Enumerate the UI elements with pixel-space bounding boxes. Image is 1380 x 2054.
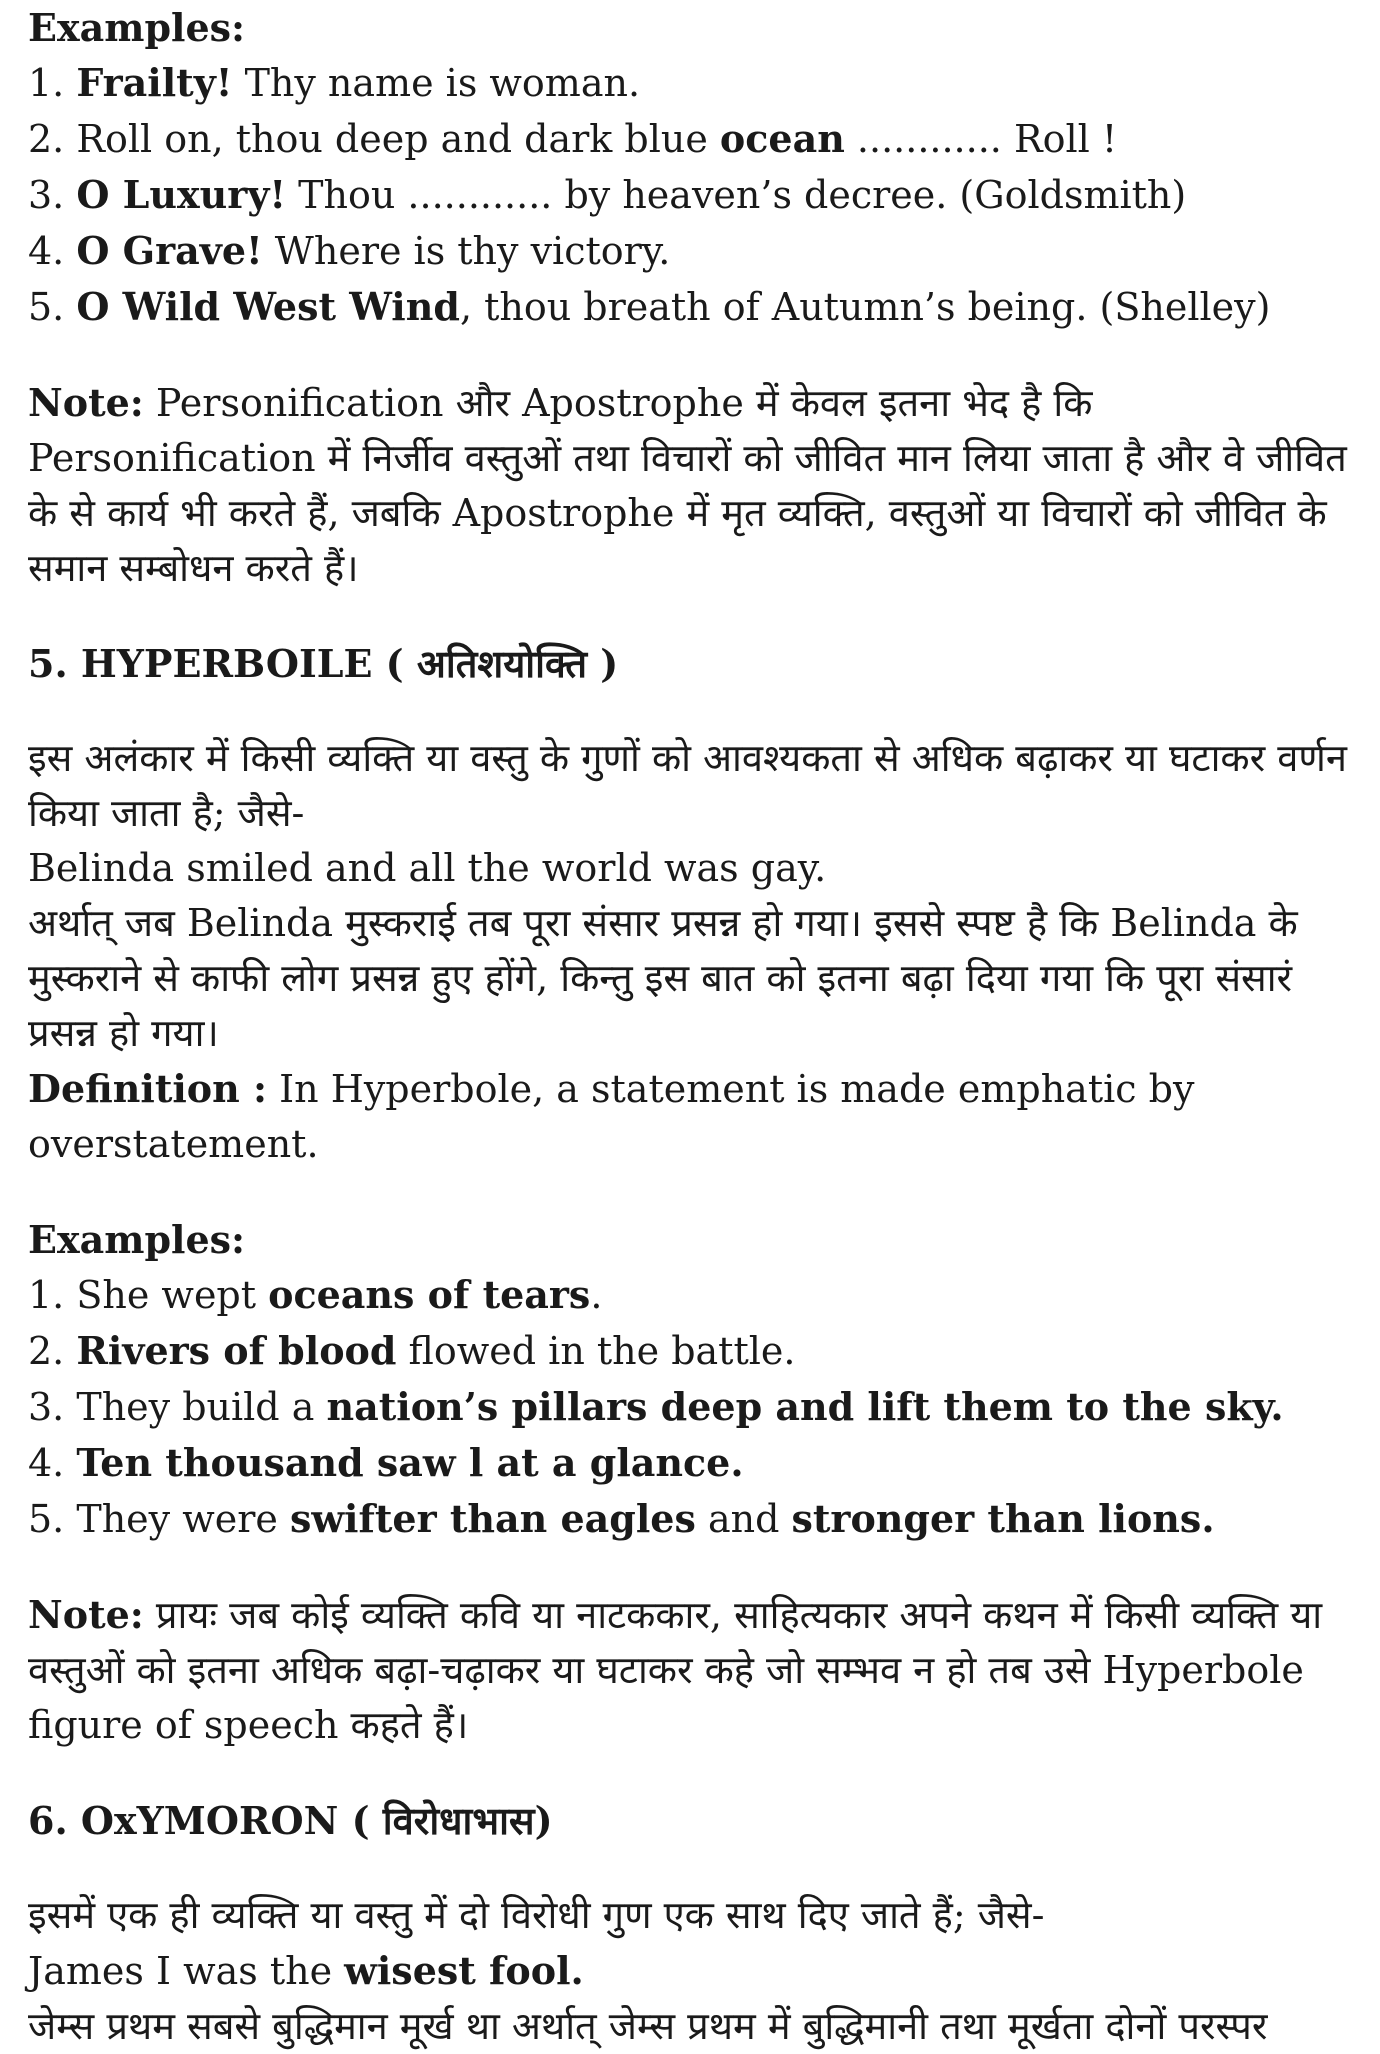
example-line [28,1267,1363,1323]
example-number: 2. [28,117,65,161]
note-text: प्रायः जब कोई व्यक्ति कवि या नाटककार, साहित्यकार अपने कथन में किसी व्यक्ति या [143,1593,1323,1637]
example-sentence: Belinda smiled and all the world was gay. [28,846,827,890]
explanation-text: जेम्स प्रथम सबसे बुद्धिमान मूर्ख था अर्थात् जेम्स प्रथम में बुद्धिमानी तथा मूर्खता दोनों परस्पर [28,2004,1268,2048]
example-text: . [590,1273,603,1317]
spacer [28,1753,1363,1793]
example-number: 3. [28,173,77,217]
example-number: 4. [28,229,77,273]
note-label: Note: [28,1592,144,1637]
example-line [28,1323,1363,1379]
spacer [28,691,1363,731]
note-paragraph [28,375,1363,431]
definition-paragraph [28,1061,1363,1117]
example-line [28,167,1363,223]
intro-text: इस अलंकार में किसी व्यक्ति या वस्तु के गुणों को आवश्यकता से अधिक बढ़ाकर या घटाकर वर्णन [28,736,1347,780]
document-page [28,0,1363,2054]
explanation-text: मुस्कराने से काफी लोग प्रसन्न हुए होंगे, किन्तु इस बात को इतना बढ़ा दिया गया कि पूरा संसारं [28,956,1293,1000]
example-bold: Ten thousand saw l at a glance. [76,1440,744,1485]
example-line [28,1491,1363,1547]
example-number: 5. [28,285,77,329]
spacer [28,596,1363,636]
note-text: Personification में निर्जीव वस्तुओं तथा विचारों को जीवित मान लिया जाता है और वे जीवित [28,436,1347,480]
examples-heading: Examples: [28,1217,246,1262]
example-text: , thou breath of Autumn’s being. (Shelley) [459,285,1271,329]
example-line [28,279,1363,335]
definition-label: Definition : [28,1066,268,1111]
example-bold: wisest fool. [344,1948,584,1993]
example-text: flowed in the battle. [396,1329,796,1373]
example-bold: ocean [719,116,845,161]
example-text: and [695,1497,792,1541]
example-number: 5. [28,1497,65,1541]
note-text: के से कार्य भी करते हैं, जबकि Apostrophe में मृत व्यक्ति, वस्तुओं या विचारों को जीवित के [28,491,1327,535]
note-text: Personification और Apostrophe में केवल इतना भेद है कि [143,381,1093,425]
spacer [28,1848,1363,1888]
example-number: 2. [28,1329,77,1373]
intro-text: किया जाता है; जैसे- [28,791,305,835]
section-heading-hyperbole: 5. HYPERBOILE ( अतिशयोक्ति ) [28,641,619,686]
example-number: 1. [28,1273,65,1317]
note-paragraph [28,1587,1363,1643]
spacer [28,1547,1363,1587]
example-bold: stronger than lions. [791,1496,1215,1541]
section-heading-oxymoron: 6. OxYMORON ( विरोधाभास) [28,1798,553,1843]
example-text: James I was the [28,1949,345,1993]
example-bold: O Grave! [76,228,263,273]
explanation-text: प्रसन्न हो गया। [28,1011,219,1055]
example-text: ............ Roll ! [844,117,1118,161]
example-sentence [28,1943,1363,1999]
definition-text: In Hyperbole, a statement is made emphatic by [267,1067,1195,1111]
spacer [28,1172,1363,1212]
example-bold: oceans of tears [268,1272,591,1317]
example-bold: swifter than eagles [289,1496,696,1541]
intro-text: इसमें एक ही व्यक्ति या वस्तु में दो विरोधी गुण एक साथ दिए जाते हैं; जैसे- [28,1893,1045,1937]
example-text: She wept [64,1273,269,1317]
note-label: Note: [28,380,144,425]
example-number: 1. [28,61,77,105]
example-text: They build a [64,1385,327,1429]
example-text: Thou ............ by heaven’s decree. (Goldsmith) [286,173,1187,217]
example-bold: Rivers of blood [76,1328,397,1373]
example-number: 3. [28,1385,65,1429]
example-bold: nation’s pillars deep and lift them to the sky. [326,1384,1284,1429]
example-text: They were [64,1497,290,1541]
example-line [28,1379,1363,1435]
example-number: 4. [28,1441,77,1485]
example-text: Thy name is woman. [232,61,641,105]
example-line [28,111,1363,167]
examples-heading: Examples: [28,5,246,50]
note-text: समान सम्बोधन करते हैं। [28,546,359,590]
example-line [28,55,1363,111]
example-line [28,1435,1363,1491]
example-text: Where is thy victory. [262,229,671,273]
definition-text: overstatement. [28,1122,319,1166]
example-line [28,223,1363,279]
example-bold: Frailty! [76,60,233,105]
example-text: Roll on, thou deep and dark blue [64,117,720,161]
note-text: figure of speech कहते हैं। [28,1703,469,1747]
note-text: वस्तुओं को इतना अधिक बढ़ा-चढ़ाकर या घटाकर कहे जो सम्भव न हो तब उसे Hyperbole [28,1648,1304,1692]
example-bold: O Wild West Wind [76,284,460,329]
example-bold: O Luxury! [76,172,287,217]
spacer [28,335,1363,375]
explanation-text: अर्थात् जब Belinda मुस्कराई तब पूरा संसार प्रसन्न हो गया। इससे स्पष्ट है कि Belinda के [28,901,1298,945]
